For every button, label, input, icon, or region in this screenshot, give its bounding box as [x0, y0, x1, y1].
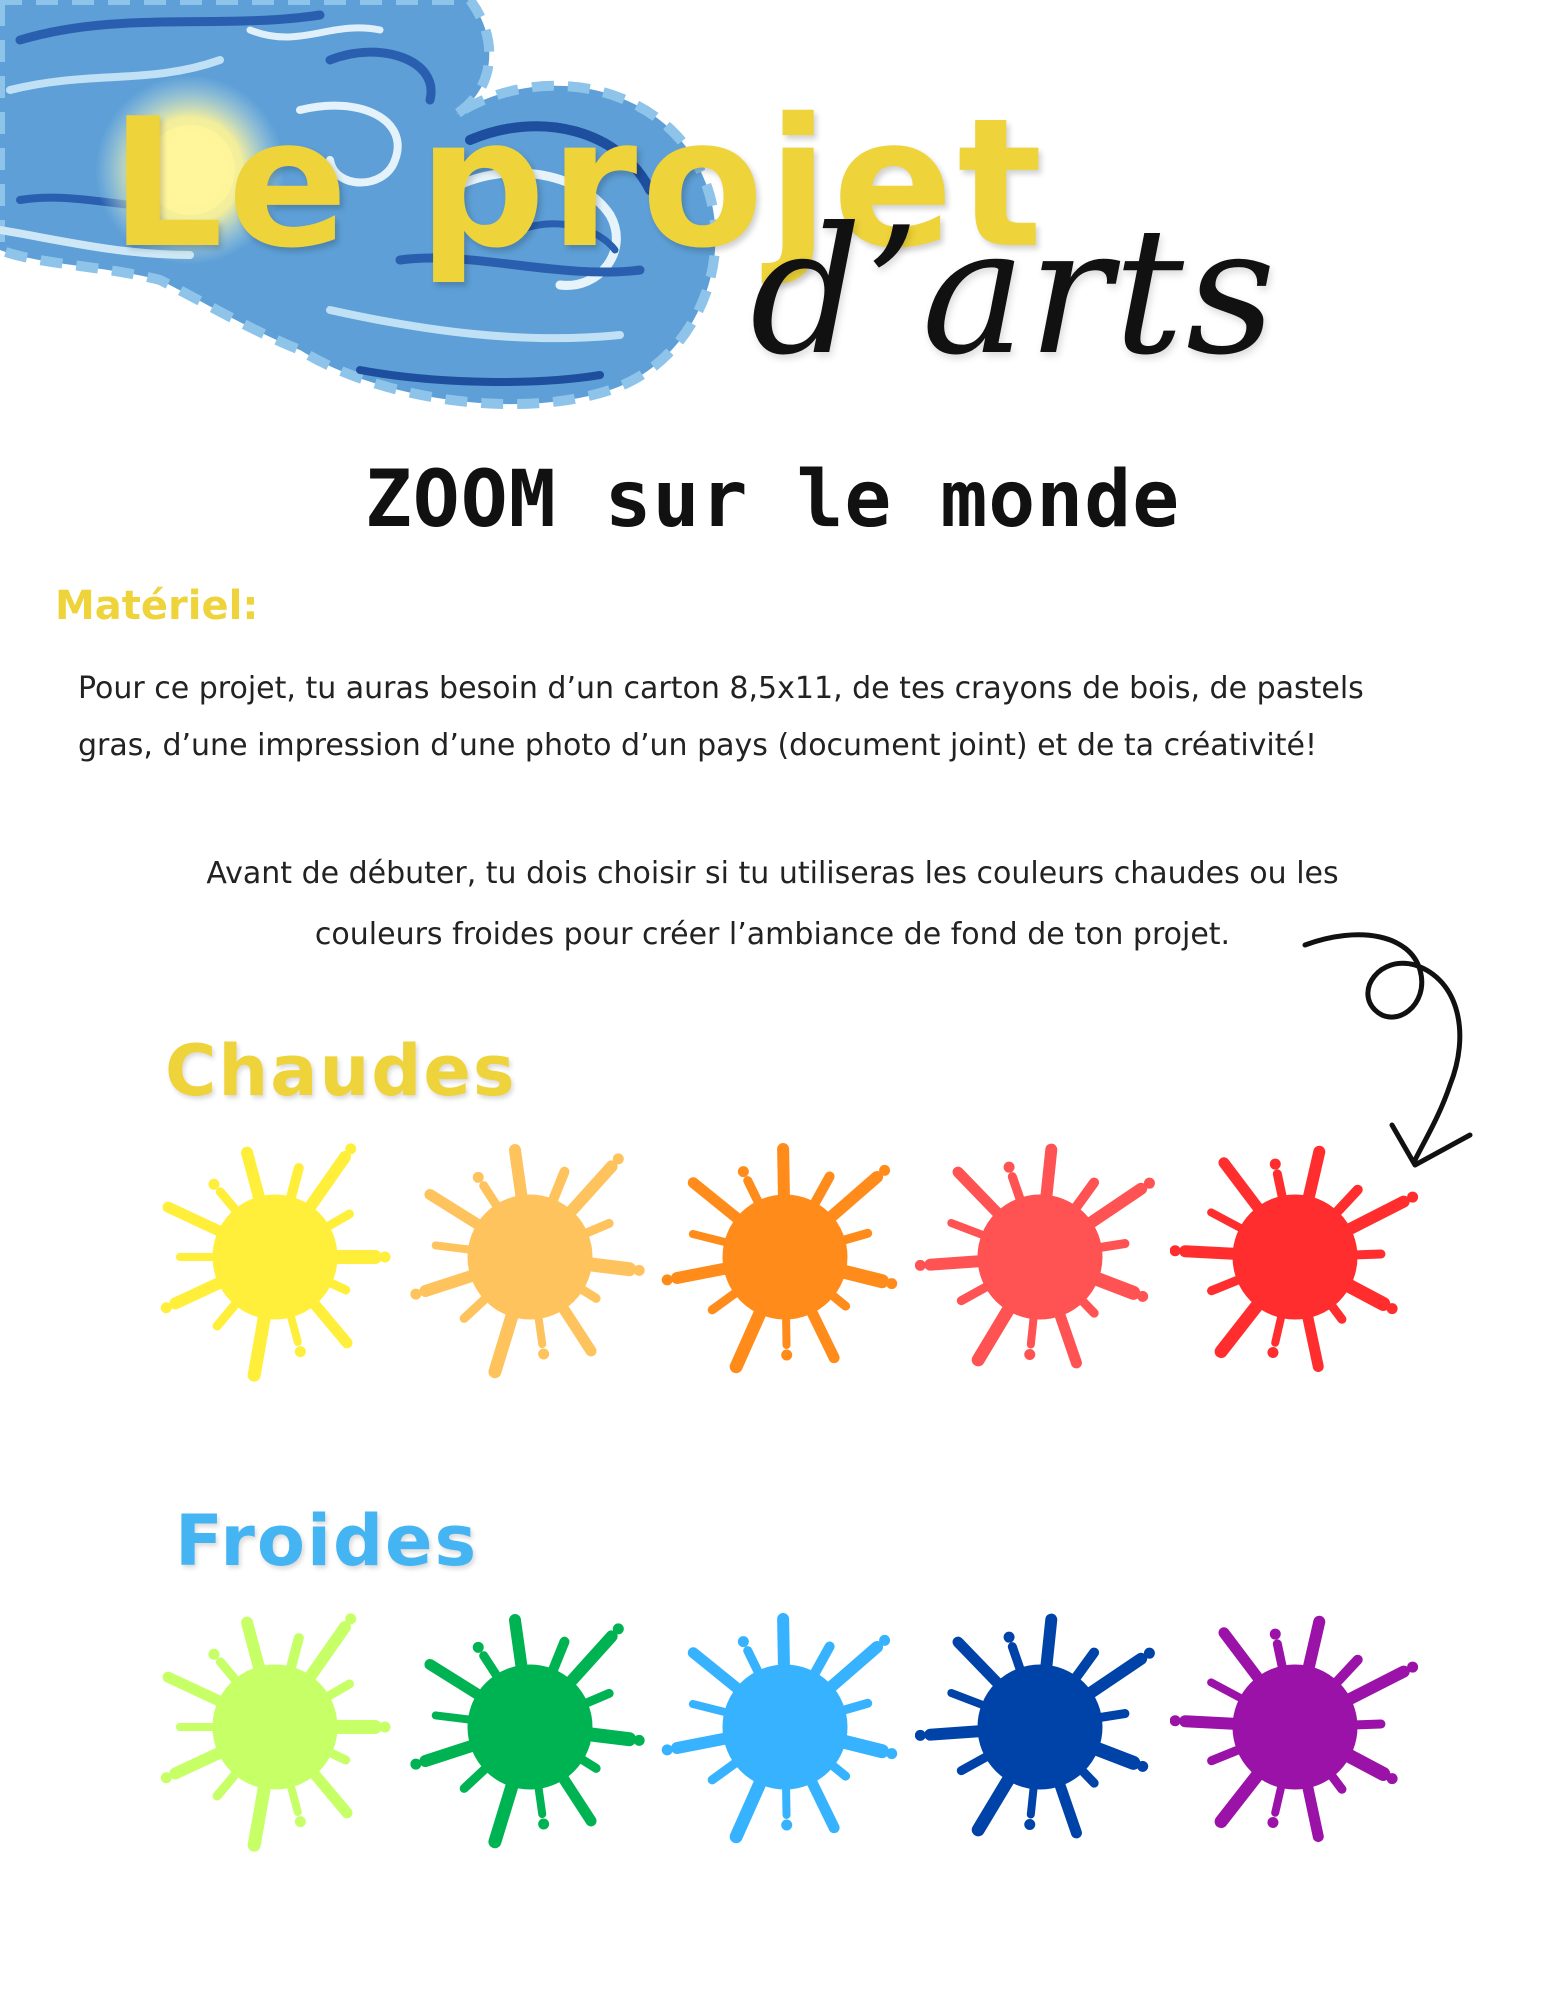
cold-colors-label: Froides — [175, 1500, 479, 1582]
materiel-line-2: gras, d’une impression d’une photo d’un pays (document joint) et de ta créativité! — [78, 728, 1318, 763]
paint-splat-icon — [915, 1605, 1165, 1855]
warm-colors-row — [150, 1135, 1420, 1385]
warm-colors-label: Chaudes — [165, 1030, 517, 1112]
instructions-line-1: Avant de débuter, tu dois choisir si tu utiliseras les couleurs chaudes ou les — [206, 856, 1339, 891]
subtitle: ZOOM sur le monde — [364, 455, 1181, 545]
paint-splat-icon — [660, 1605, 910, 1855]
cold-colors-row — [150, 1605, 1420, 1855]
paint-splat-icon — [150, 1605, 400, 1855]
paint-splat-icon — [150, 1135, 400, 1385]
paint-splat-icon — [405, 1135, 655, 1385]
paint-splat-icon — [405, 1605, 655, 1855]
title-script: d’arts — [750, 191, 1278, 394]
title-main: Le projet — [110, 80, 1047, 287]
paint-splat-icon — [660, 1135, 910, 1385]
materiel-paragraph — [78, 660, 1498, 774]
paint-splat-icon — [915, 1135, 1165, 1385]
paint-splat-icon — [1170, 1135, 1420, 1385]
materiel-line-1: Pour ce projet, tu auras besoin d’un carton 8,5x11, de tes crayons de bois, de pastels — [78, 671, 1364, 706]
materiel-heading: Matériel: — [55, 583, 259, 629]
instructions-line-2: couleurs froides pour créer l’ambiance de fond de ton projet. — [314, 917, 1231, 952]
paint-splat-icon — [1170, 1605, 1420, 1855]
